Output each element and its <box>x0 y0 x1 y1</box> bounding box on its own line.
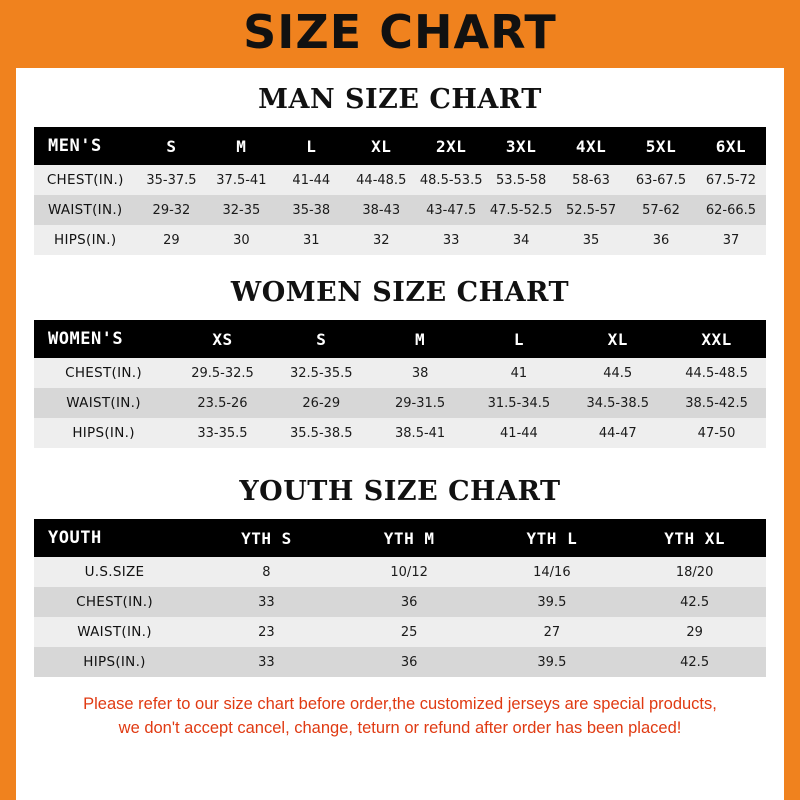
cell: 31.5-34.5 <box>487 395 551 411</box>
cell: 34 <box>512 232 530 248</box>
table-row <box>34 388 766 418</box>
banner <box>0 0 800 68</box>
cell: 41-44 <box>292 172 331 188</box>
cell: 26-29 <box>302 395 341 411</box>
cell: 33-35.5 <box>197 425 248 441</box>
cell: 44-48.5 <box>356 172 407 188</box>
cell: 63-67.5 <box>635 172 687 188</box>
cell: 23.5-26 <box>197 395 248 411</box>
cell: 38.5-41 <box>395 425 446 441</box>
footnote-line-1: Please refer to our size chart before order,the customized jerseys are special products, <box>83 695 717 713</box>
cell: 44-47 <box>598 425 637 441</box>
cell: 57-62 <box>642 202 680 218</box>
column-header: YTH XL <box>664 528 726 548</box>
column-header: 6XL <box>715 136 747 156</box>
women-size-table <box>34 320 766 448</box>
cell: 35-38 <box>292 202 331 218</box>
cell: 37.5-41 <box>216 172 267 188</box>
cell: 29 <box>686 624 703 640</box>
column-header: XS <box>212 329 233 349</box>
cell: 14/16 <box>533 564 571 580</box>
cell: 33 <box>442 232 460 248</box>
cell: 39.5 <box>537 594 567 610</box>
cell: 44.5 <box>603 365 633 381</box>
table-row <box>34 358 766 388</box>
column-header: YTH S <box>241 528 292 548</box>
cell: 67.5-72 <box>705 172 757 188</box>
section-title-youth: YOUTH SIZE CHART <box>239 476 561 507</box>
cell: 58-63 <box>572 172 610 188</box>
column-header: S <box>166 136 177 156</box>
column-header: L <box>306 136 317 156</box>
cell: 38.5-42.5 <box>685 395 748 411</box>
cell: 32-35 <box>222 202 261 218</box>
column-header: S <box>316 329 327 349</box>
cell: 25 <box>400 624 418 640</box>
table-header-row <box>34 320 766 358</box>
column-header: MEN'S <box>48 136 102 156</box>
row-label: HIPS(IN.) <box>83 654 146 670</box>
cell: 53.5-58 <box>496 172 547 188</box>
column-header: YTH L <box>526 528 578 548</box>
cell: 10/12 <box>390 564 428 580</box>
cell: 8 <box>262 564 271 580</box>
row-label: HIPS(IN.) <box>54 232 117 248</box>
cell: 38 <box>411 365 429 381</box>
table-header-row <box>34 519 766 557</box>
table-row <box>34 225 766 255</box>
column-header: XXL <box>701 329 732 349</box>
table-row <box>34 587 766 617</box>
cell: 36 <box>400 594 418 610</box>
row-label: HIPS(IN.) <box>72 425 135 441</box>
cell: 36 <box>652 232 670 248</box>
column-header: WOMEN'S <box>48 329 124 349</box>
cell: 62-66.5 <box>705 202 757 218</box>
row-label: WAIST(IN.) <box>47 202 123 218</box>
cell: 29-31.5 <box>395 395 446 411</box>
cell: 33 <box>258 654 275 670</box>
column-header: YOUTH <box>48 528 102 548</box>
table-row <box>34 195 766 225</box>
cell: 38-43 <box>362 202 401 218</box>
cell: 32.5-35.5 <box>290 365 353 381</box>
row-label: WAIST(IN.) <box>77 624 152 640</box>
cell: 18/20 <box>675 564 714 580</box>
cell: 47-50 <box>697 425 736 441</box>
cell: 36 <box>400 654 418 670</box>
cell: 44.5-48.5 <box>685 365 748 381</box>
cell: 29.5-32.5 <box>191 365 254 381</box>
table-row <box>34 557 766 587</box>
table-header-row <box>34 127 766 165</box>
column-header: XL <box>607 329 628 349</box>
cell: 35-37.5 <box>146 172 197 188</box>
row-label: WAIST(IN.) <box>66 395 141 411</box>
cell: 33 <box>258 594 275 610</box>
row-label: CHEST(IN.) <box>76 594 153 610</box>
cell: 29 <box>163 232 180 248</box>
column-header: 4XL <box>575 136 607 156</box>
cell: 47.5-52.5 <box>489 202 553 218</box>
section-title-man: MAN SIZE CHART <box>258 84 542 115</box>
column-header: M <box>415 329 426 349</box>
column-header: L <box>513 329 524 349</box>
cell: 34.5-38.5 <box>586 395 650 411</box>
table-row <box>34 418 766 448</box>
cell: 42.5 <box>680 594 710 610</box>
footnote <box>34 693 766 741</box>
column-header: 3XL <box>505 136 537 156</box>
banner-title: SIZE CHART <box>243 5 557 59</box>
section-title-women: WOMEN SIZE CHART <box>230 277 570 308</box>
column-header: 5XL <box>645 136 677 156</box>
column-header: YTH M <box>383 528 435 548</box>
cell: 27 <box>543 624 561 640</box>
table-row <box>34 617 766 647</box>
table-row <box>34 647 766 677</box>
cell: 42.5 <box>680 654 710 670</box>
cell: 39.5 <box>537 654 567 670</box>
cell: 52.5-57 <box>565 202 617 218</box>
row-label: U.S.SIZE <box>84 564 145 580</box>
column-header: M <box>236 136 247 156</box>
cell: 35 <box>582 232 600 248</box>
row-label: CHEST(IN.) <box>65 365 142 381</box>
youth-size-table <box>34 519 766 677</box>
man-size-table <box>34 127 766 255</box>
cell: 37 <box>722 232 740 248</box>
cell: 29-32 <box>152 202 191 218</box>
table-row <box>34 165 766 195</box>
cell: 43-47.5 <box>426 202 477 218</box>
column-header: XL <box>371 136 392 156</box>
cell: 31 <box>303 232 320 248</box>
row-label: CHEST(IN.) <box>46 172 124 188</box>
cell: 48.5-53.5 <box>419 172 483 188</box>
cell: 35.5-38.5 <box>290 425 353 441</box>
cell: 41 <box>510 365 528 381</box>
cell: 32 <box>372 232 390 248</box>
cell: 23 <box>258 624 275 640</box>
content <box>16 84 784 741</box>
cell: 30 <box>233 232 250 248</box>
column-header: 2XL <box>435 136 467 156</box>
cell: 41-44 <box>500 425 538 441</box>
footnote-line-2: we don't accept cancel, change, teturn or refund after order has been placed! <box>118 718 682 737</box>
